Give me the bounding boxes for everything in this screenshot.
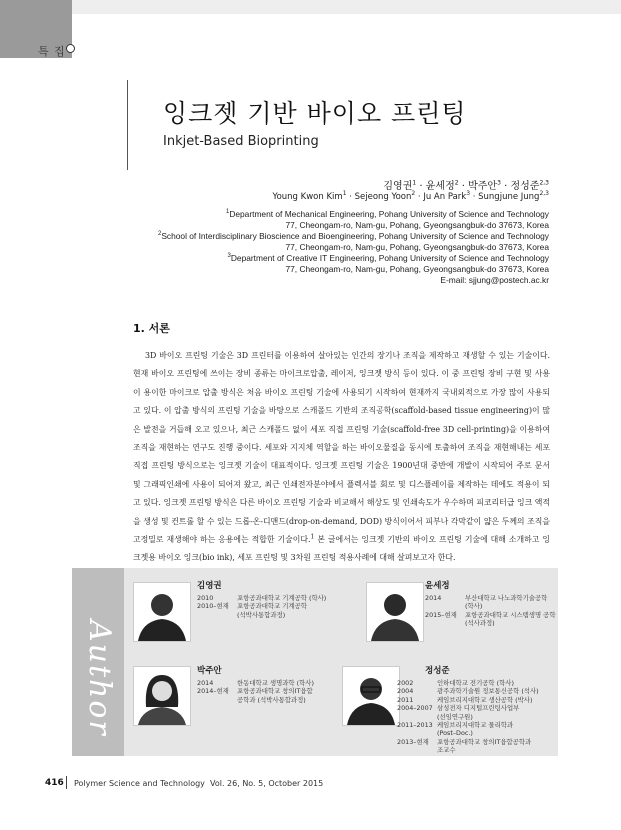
affiliation-address: 77, Cheongam-ro, Nam-gu, Pohang, Gyeongsangbuk-do 37673, Korea [285,220,549,230]
author-name: 정성준 [510,181,540,192]
affiliation-line: $^3$Department of Creative IT Engineering, Pohang University of Science and Technology [227,253,549,263]
email: E-mail: sjjung@postech.ac.kr [440,275,549,285]
title-english: Inkjet-Based Bioprinting [163,134,319,149]
section-tag: 특 집 [38,45,66,58]
author-name: 김영권 [197,581,222,591]
footer-divider [66,776,67,789]
author-name: Ju An Park [423,192,467,202]
header-strip [0,0,621,14]
author-name: 윤세정 [425,581,450,591]
affiliation-address: 77, Cheongam-ro, Nam-gu, Pohang, Gyeongsangbuk-do 37673, Korea [285,242,549,252]
author-photo [366,582,424,642]
authors-english: Young Kwon Kim$^1$ · Sejeong Yoon$^2$ · Ju An Park$^3$ · Sungjune Jung$^{2,3}$ [272,190,549,202]
journal-name: Polymer Science and Technology [74,779,205,788]
author-name: 정성준 [425,666,450,676]
author-history: 2010 포항공과대학교 기계공학 (학사) 2010–현재 포항공과대학교 기계공학 (석박사통합과정) [197,594,327,619]
section-ring-icon [66,44,75,53]
volume-info: Vol. 26, No. 5, October 2015 [210,779,324,788]
journal-info [74,779,323,788]
author-name: Sejeong Yoon [354,192,412,202]
affiliations [158,209,549,286]
person-silhouette-icon [367,583,423,641]
author-label: Author [82,620,117,737]
person-silhouette-icon [343,667,399,725]
author-photo [342,666,400,726]
author-name: 박주안 [468,181,498,192]
author-history: 2014 한동대학교 생명과학 (학사) 2014–현재 포항공과대학교 창의IT융합 공학과 (석박사통합과정) [197,679,314,704]
title-rule [127,80,128,170]
affiliation-line: $^2$School of Interdisciplinary Bioscience and Bioengineering, Pohang University of Science and Technology [157,231,549,241]
author-name: Sungjune Jung [478,192,540,202]
author-history: 2002 인하대학교 전기공학 (학사) 2004 광주과학기술원 정보통신공학 (석사) 2011 케임브리지대학교 생산공학 (박사) 2004–2007 삼성전자 디지털프린팅사업부 (선임연구원) 2011–2013 케임브리지대학교 물리학과 (Post–Doc.) 2013–현재 포항공과대학교 창의IT융합공학과 조교수 [397,679,539,755]
title-korean: 잉크젯 기반 바이오 프린팅 [163,99,467,128]
body-paragraph: 3D 바이오 프린팅 기술은 3D 프린터를 이용하여 살아있는 인간의 장기나 조직을 제작하고 재생할 수 있는 기술이다. 현재 바이오 프린팅에 쓰이는 장비 종류는 마이크로압출, 레이저, 잉크젯 방식 등이 있다. 이 중 프린팅 장비 구현 및 사용이 용이한 마이크로 압출 방식은 처음 바이오 프린팅 기술에 사용되기 시작하여 현재까지 국내외적으로 가장 많이 사용되고 있다. 이 압출 방식의 프린팅 기술을 바탕으로 스캐폴드 기반의 조직공학(scaffold-based tissue engineering)이 많은 발전을 거듭해 오고 있으나, 최근 스캐폴드 없이 세포 직접 프린팅 기술(scaffold-free 3D cell-printing)을 이용하여 조직을 재현하는 연구도 진행 중이다. 세포와 지지체 역할을 하는 바이오물질을 동시에 토출하여 조직을 재현해내는 세포 직접 프린팅 방식으로는 잉크젯 기술이 대표적이다. 잉크젯 프린팅 기술은 1900년대 중반에 개발이 시작되어 주로 문서 및 그래픽인쇄에 사용이 되어져 왔고, 최근 인쇄전자분야에서 플렉서블 회로 및 디스플레이를 제작하는 데에도 적용이 되고 있다. 잉크젯 프린팅 방식은 다른 바이오 프린팅 기술과 비교해서 해상도 및 인쇄속도가 우수하며 피코리터급 잉크 액적을 생성 및 컨트롤 할 수 있는 드롭-온-디맨드(drop-on-demand, DOD) 방식이어서 피부나 각막같이 얇은 두께의 조직을 고정밀로 재생해야 하는 응용에는 적합한 기술이다.$^1$ 본 글에서는 잉크젯 기반의 바이오 프린팅 기술에 대해 소개하고 잉크젯용 바이오 잉크(bio ink), 세포 프린팅 및 3차원 프린팅 적용사례에 대해 살펴보고자 한다. [133,351,551,563]
affiliation-address: 77, Cheongam-ro, Nam-gu, Pohang, Gyeongsangbuk-do 37673, Korea [285,264,549,274]
person-silhouette-icon [134,667,190,725]
author-name: Young Kwon Kim [272,192,343,202]
authors-korean: 김영권$^1$ · 윤세정$^2$ · 박주안$^3$ · 정성준$^{2,3}$ [383,179,549,192]
section-heading: 1. 서론 [133,322,170,335]
page-number: 416 [45,778,64,788]
author-name: 윤세정 [425,181,455,192]
author-history: 2014 부산대학교 나노과학기술공학 (학사) 2015–현재 포항공과대학교 시스템생명 공학 (석사과정) [425,594,556,628]
author-name: 박주안 [197,666,222,676]
person-silhouette-icon [134,583,190,641]
affiliation-line: $^1$Department of Mechanical Engineering, Pohang University of Science and Technology [225,209,549,219]
author-name: 김영권 [383,181,413,192]
author-photo [133,666,191,726]
author-photo [133,582,191,642]
